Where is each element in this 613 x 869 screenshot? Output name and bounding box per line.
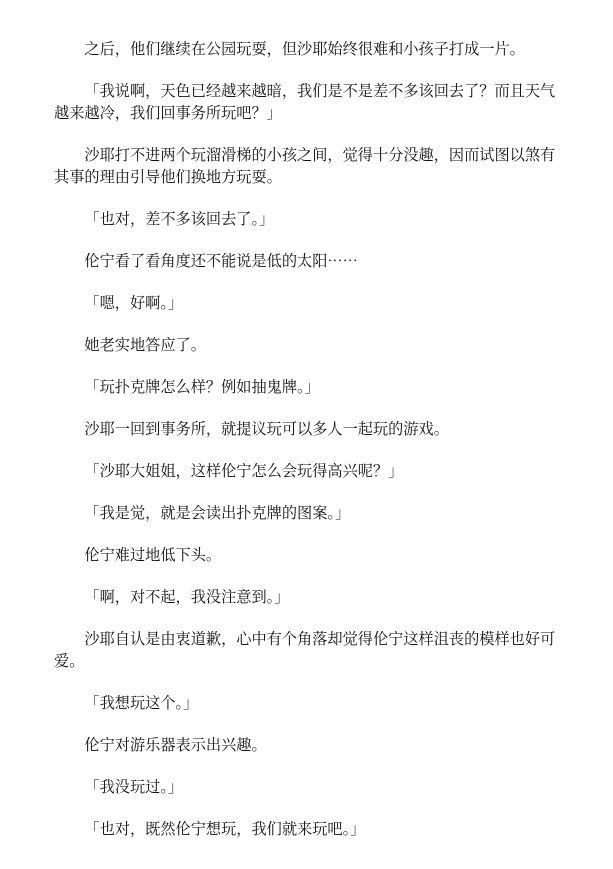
paragraph-1: 之后，他们继续在公园玩耍，但沙耶始终很难和小孩子打成一片。 <box>84 40 525 58</box>
paragraph-12: 伦宁难过地低下头。 <box>84 546 222 564</box>
paragraph-15: 「我想玩这个。」 <box>84 694 199 712</box>
paragraph-9: 沙耶一回到事务所，就提议玩可以多人一起玩的游戏。 <box>84 420 449 438</box>
paragraph-17: 「我没玩过。」 <box>84 778 184 796</box>
paragraph-5: 伦宁看了看角度还不能说是低的太阳⋯⋯ <box>84 252 358 270</box>
paragraph-6: 「嗯，好啊。」 <box>84 294 184 312</box>
paragraph-13: 「啊，对不起，我没注意到。」 <box>84 588 290 606</box>
paragraph-10: 「沙耶大姐姐，这样伦宁怎么会玩得高兴呢？」 <box>84 462 404 480</box>
paragraph-7: 她老实地答应了。 <box>84 336 206 354</box>
paragraph-4: 「也对，差不多该回去了。」 <box>84 210 275 228</box>
paragraph-3: 沙耶打不进两个玩溜滑梯的小孩之间，觉得十分没趣，因而试图以煞有其事的理由引导他们换地方玩耍。 <box>54 146 556 186</box>
paragraph-14: 沙耶自认是由衷道歉，心中有个角落却觉得伦宁这样沮丧的模样也好可爱。 <box>54 630 556 670</box>
paragraph-8: 「玩扑克牌怎么样？例如抽鬼牌。」 <box>84 378 320 396</box>
paragraph-11: 「我是觉，就是会读出扑克牌的图案。」 <box>84 504 351 522</box>
paragraph-2: 「我说啊，天色已经越来越暗，我们是不是差不多该回去了？而且天气越来越冷，我们回事务所玩吧？」 <box>54 82 556 122</box>
paragraph-16: 伦宁对游乐器表示出兴趣。 <box>84 736 267 754</box>
paragraph-18: 「也对，既然伦宁想玩，我们就来玩吧。」 <box>84 820 366 838</box>
